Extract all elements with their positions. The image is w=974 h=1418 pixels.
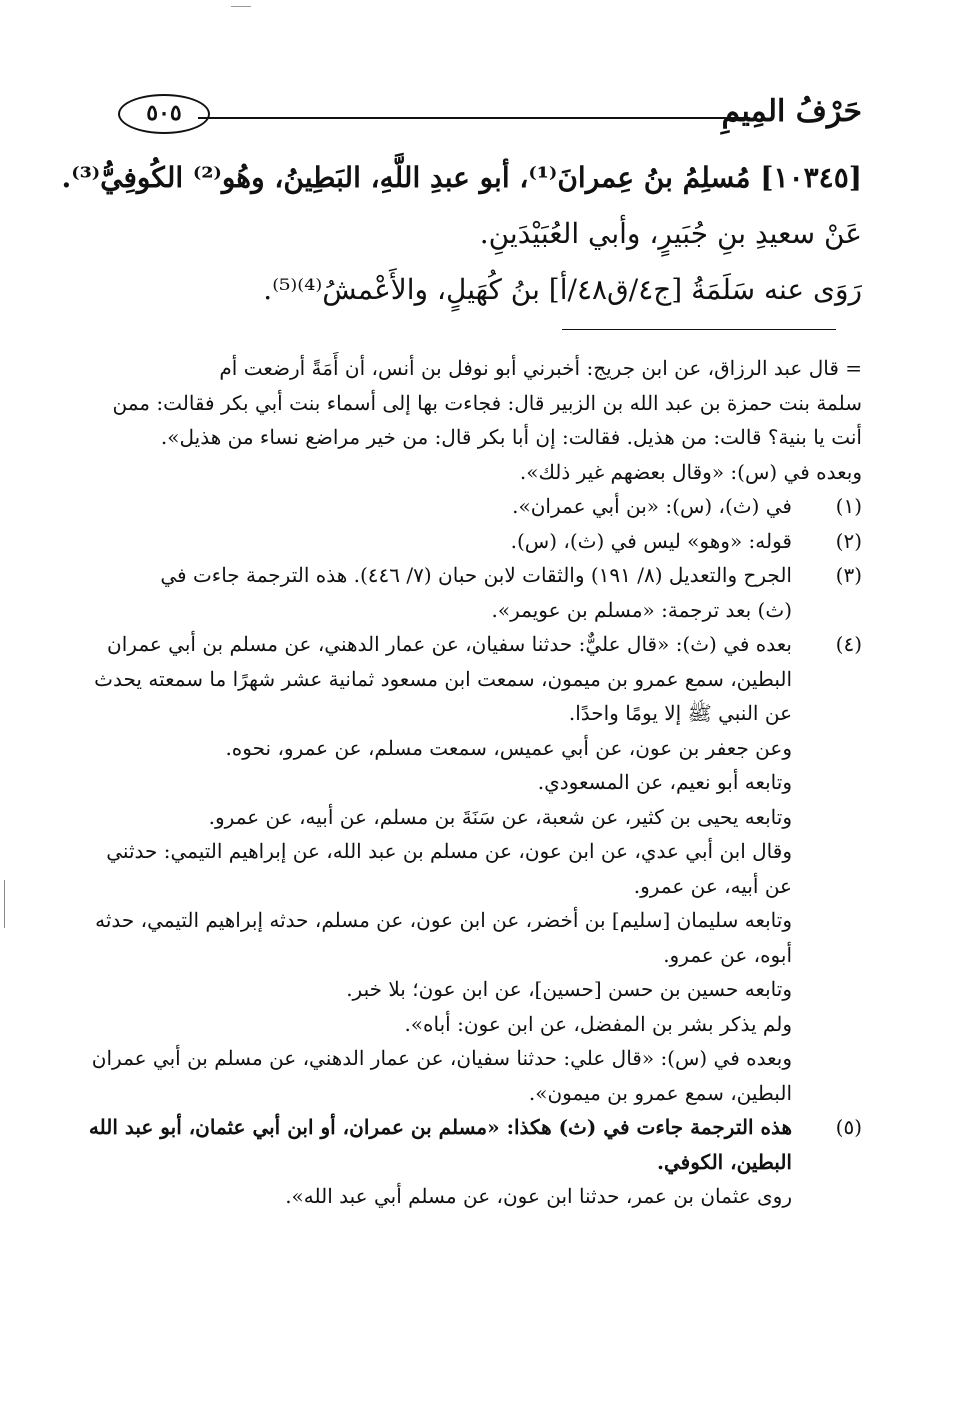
footnote-line: وبعده في (س): «قال علي: حدثنا سفيان، عن عمار الدهني، عن مسلم بن أبي عمران bbox=[91, 1046, 792, 1070]
footnote-item bbox=[122, 524, 862, 559]
note-line: أنت يا بنية؟ قالت: من هذيل. فقالت: إن أبا بكر قال: من خير مراضع نساء من هذيل». bbox=[160, 425, 862, 449]
footnote-item bbox=[122, 489, 862, 524]
margin-mark bbox=[4, 880, 5, 928]
note-line: = قال عبد الرزاق، عن ابن جريج: أخبرني أبو نوفل بن أنس، أن أَمَةً أرضعت أم bbox=[219, 356, 862, 380]
footnote-line: هذه الترجمة جاءت في (ث) هكذا: «مسلم بن عمران، أو ابن أبي عثمان، أبو عبد الله bbox=[88, 1115, 792, 1139]
footnote-separator bbox=[562, 329, 836, 330]
footnote-text bbox=[122, 489, 792, 524]
footnote-line: البطين، سمع عمرو بن ميمون، سمعت ابن مسعود ثمانية عشر شهرًا ما سمعته يحدث bbox=[94, 666, 792, 691]
footnote-item bbox=[91, 627, 862, 1110]
footnote-line: (ث) بعد ترجمة: «مسلم بن عويمر». bbox=[491, 597, 792, 622]
chapter-title: حَرْفُ المِيمِ bbox=[721, 94, 862, 129]
footnote-line: وقال ابن أبي عدي، عن ابن عون، عن مسلم بن عبد الله، عن إبراهيم التيمي: حدثني bbox=[106, 839, 792, 863]
footnote-line: عن النبي ﷺ إلا يومًا واحدًا. bbox=[568, 701, 792, 725]
footnote-line: روى عثمان بن عمر، حدثنا ابن عون، عن مسلم أبي عبد الله». bbox=[285, 1184, 792, 1208]
footnote-line: ولم يذكر بشر بن المفضل، عن ابن عون: أباه». bbox=[404, 1011, 792, 1036]
footnote-line: وتابعه حسين بن حسن [حسين]، عن ابن عون؛ بلا خبر. bbox=[346, 977, 792, 1001]
header-rule bbox=[198, 117, 750, 119]
footnote-line: البطين، الكوفي. bbox=[657, 1149, 792, 1174]
footnote-number: (١) bbox=[835, 494, 862, 518]
footnote-line: البطين، سمع عمرو بن ميمون». bbox=[528, 1080, 792, 1105]
running-header bbox=[118, 92, 862, 148]
footnote-text bbox=[92, 627, 792, 1110]
biography-entry bbox=[61, 150, 862, 318]
note-line: سلمة بنت حمزة بن عبد الله بن الزبير قال: فجاءت بها إلى أسماء بنت أبي بكر فقالت: ممن bbox=[112, 390, 862, 415]
entry-students: رَوَى عنه سَلَمَةُ [ج٤/ق٤٨/أ] بنُ كُهَيلٍ، والأَعْمشُ⁽⁴⁾⁽⁵⁾. bbox=[263, 273, 862, 306]
footnote-continuation bbox=[112, 351, 862, 489]
entry-teachers: عَنْ سعيدِ بنِ جُبَيرٍ، وأبي العُبَيْدَينِ. bbox=[479, 217, 862, 250]
footnote-line: وتابعه سليمان [سليم] بن أخضر، عن ابن عون، عن مسلم، حدثه إبراهيم التيمي، حدثه bbox=[95, 908, 792, 932]
footnote-item bbox=[88, 1110, 862, 1214]
footnote-list bbox=[88, 489, 862, 1214]
footnote-text bbox=[89, 1110, 792, 1214]
footnote-line: عن أبيه، عن عمرو. bbox=[633, 873, 792, 898]
footnote-line: وتابعه أبو نعيم، عن المسعودي. bbox=[537, 770, 792, 794]
footnote-line: أبوه، عن عمرو. bbox=[663, 942, 792, 967]
page-number: ٥٠٥ bbox=[118, 94, 210, 134]
footnote-line: قوله: «وهو» ليس في (ث)، (س). bbox=[510, 528, 792, 553]
footnote-number: (٢) bbox=[835, 528, 862, 553]
footnote-line: بعده في (ث): «قال عليٌّ: حدثنا سفيان، عن عمار الدهني، عن مسلم بن أبي عمران bbox=[107, 632, 792, 656]
footnote-line: الجرح والتعديل (٨/ ١٩١) والثقات لابن حبان (٧/ ٤٤٦). هذه الترجمة جاءت في bbox=[160, 563, 792, 587]
footnote-text bbox=[122, 558, 792, 627]
footnote-line: وعن جعفر بن عون، عن أبي عميس، سمعت مسلم، عن عمرو، نحوه. bbox=[225, 735, 792, 760]
footnote-item bbox=[122, 558, 862, 627]
footnote-number: (٤) bbox=[835, 632, 862, 656]
footnote-line: في (ث)، (س): «بن أبي عمران». bbox=[512, 494, 792, 518]
footnote-number: (٣) bbox=[835, 563, 862, 587]
footnote-number: (٥) bbox=[835, 1115, 862, 1139]
footnotes bbox=[88, 351, 862, 1214]
entry-heading: [١٠٣٤٥] مُسلِمُ بنُ عِمرانَ⁽¹⁾، أبو عبدِ اللَّهِ، البَطِينُ، وهُو⁽²⁾ الكُوفِيُّ⁽³⁾. bbox=[61, 161, 862, 194]
scan-mark bbox=[231, 6, 251, 7]
footnote-line: وتابعه يحيى بن كثير، عن شعبة، عن سَنَةَ بن مسلم، عن أبيه، عن عمرو. bbox=[208, 804, 792, 829]
note-line: وبعده في (س): «وقال بعضهم غير ذلك». bbox=[519, 459, 862, 484]
footnote-text bbox=[122, 524, 792, 559]
